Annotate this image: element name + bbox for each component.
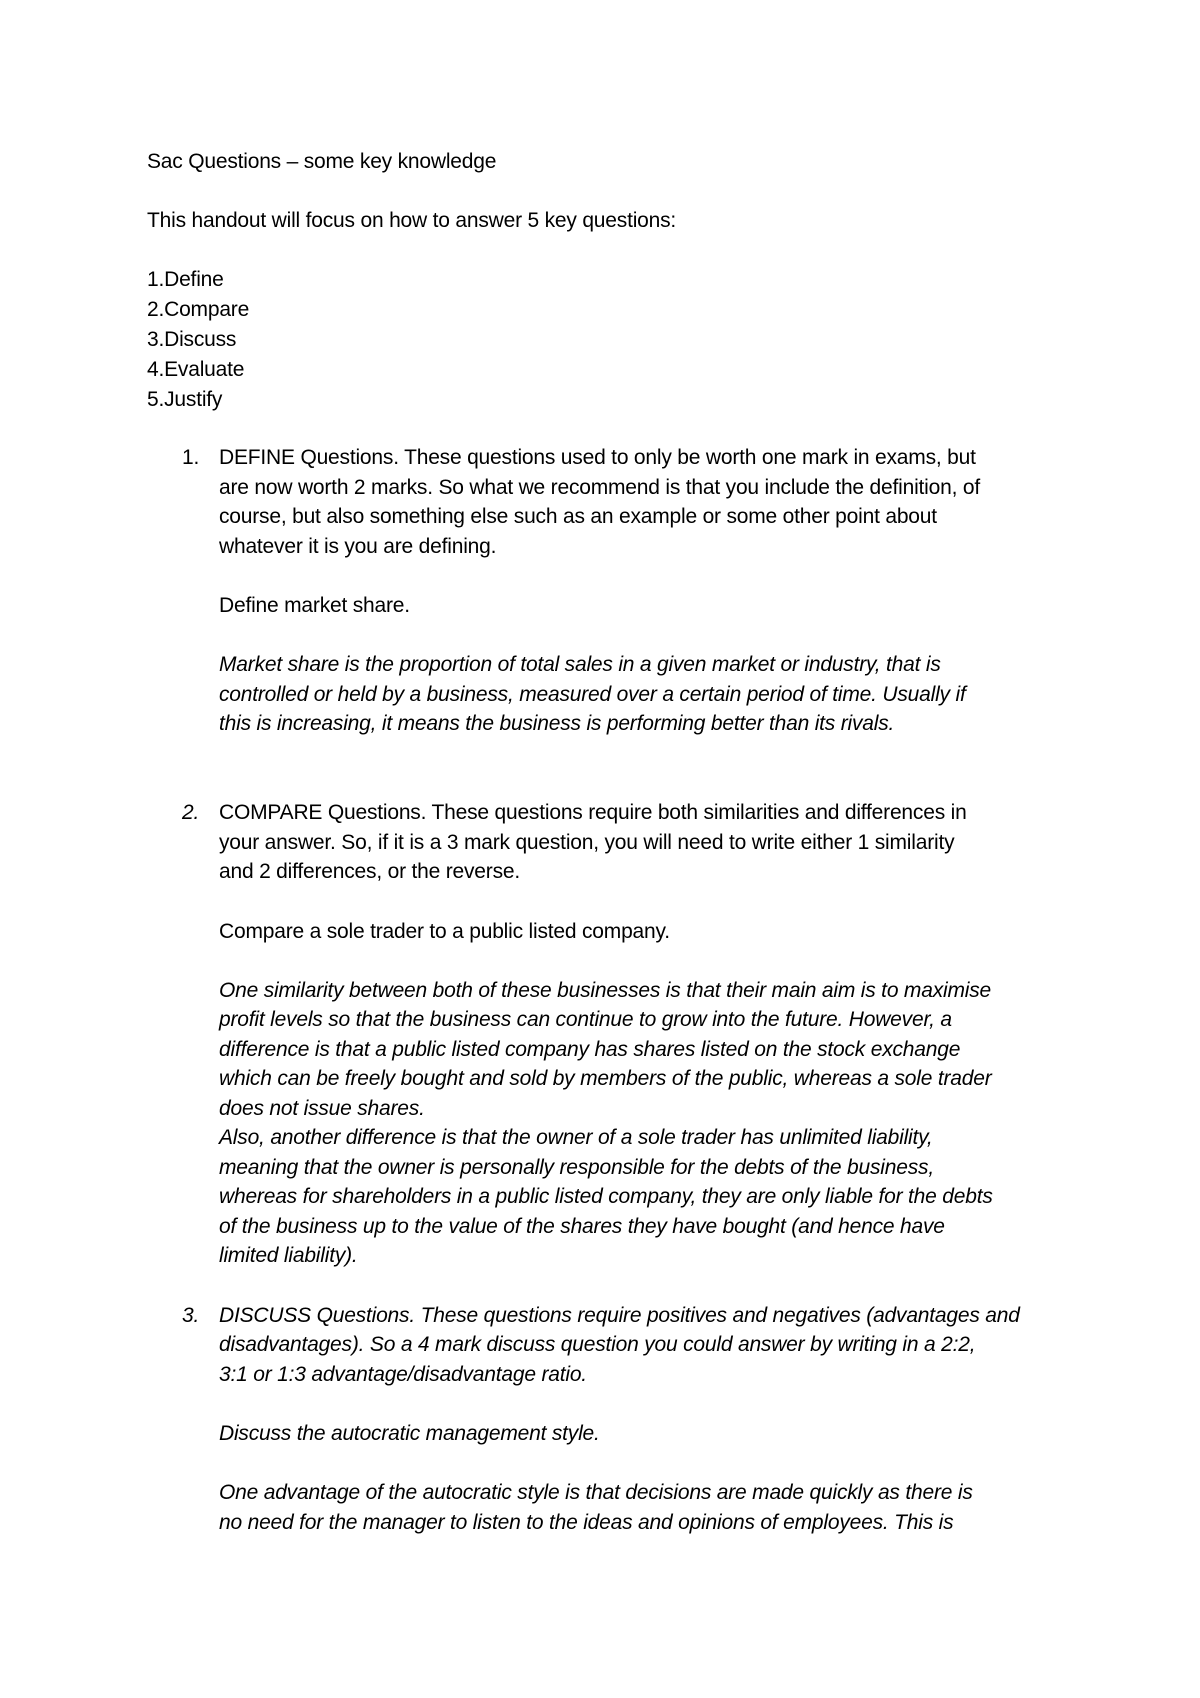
- section-1-body-line: course, but also something else such as an example or some other point about: [219, 505, 937, 528]
- section-2-answer-line: difference is that a public listed company has shares listed on the stock exchange: [219, 1038, 961, 1061]
- section-1-answer-line: controlled or held by a business, measured over a certain period of time. Usually if: [219, 683, 966, 706]
- section-1-question: Define market share.: [219, 594, 410, 617]
- section-3-answer-line: One advantage of the autocratic style is that decisions are made quickly as there is: [219, 1481, 973, 1504]
- section-2-body-line: your answer. So, if it is a 3 mark question, you will need to write either 1 similarity: [219, 831, 955, 854]
- section-1-number: 1.: [182, 446, 200, 469]
- section-2-answer-line: which can be freely bought and sold by members of the public, whereas a sole trader: [219, 1067, 992, 1090]
- section-1-answer-line: this is increasing, it means the business is performing better than its rivals.: [219, 712, 895, 735]
- list-item-discuss: 3.Discuss: [147, 328, 237, 351]
- section-2-body-line: COMPARE Questions. These questions require both similarities and differences in: [219, 801, 967, 824]
- section-3-body-line: DISCUSS Questions. These questions require positives and negatives (advantages and: [219, 1304, 1020, 1327]
- section-3-answer-line: no need for the manager to listen to the ideas and opinions of employees. This is: [219, 1511, 954, 1534]
- section-2-answer-line: of the business up to the value of the shares they have bought (and hence have: [219, 1215, 945, 1238]
- list-item-define: 1.Define: [147, 268, 224, 291]
- section-2-answer-line: meaning that the owner is personally responsible for the debts of the business,: [219, 1156, 934, 1179]
- section-2-answer-line: One similarity between both of these businesses is that their main aim is to maximise: [219, 979, 992, 1002]
- section-1-answer-line: Market share is the proportion of total sales in a given market or industry, that is: [219, 653, 941, 676]
- document-title: Sac Questions – some key knowledge: [147, 150, 497, 173]
- section-3-body-line: disadvantages). So a 4 mark discuss question you could answer by writing in a 2:2,: [219, 1333, 976, 1356]
- list-item-justify: 5.Justify: [147, 388, 223, 411]
- section-2-answer-line: whereas for shareholders in a public listed company, they are only liable for the debts: [219, 1185, 993, 1208]
- list-item-evaluate: 4.Evaluate: [147, 358, 245, 381]
- intro-text: This handout will focus on how to answer 5 key questions:: [147, 209, 677, 232]
- section-1-body-line: are now worth 2 marks. So what we recommend is that you include the definition, of: [219, 476, 980, 499]
- section-2-question: Compare a sole trader to a public listed company.: [219, 920, 670, 943]
- section-2-answer-line: does not issue shares.: [219, 1097, 425, 1120]
- section-2-number: 2.: [182, 801, 200, 824]
- section-2-answer-line: Also, another difference is that the owner of a sole trader has unlimited liability,: [219, 1126, 933, 1149]
- section-1-body-line: DEFINE Questions. These questions used to only be worth one mark in exams, but: [219, 446, 976, 469]
- section-3-number: 3.: [182, 1304, 200, 1327]
- section-2-answer-line: limited liability).: [219, 1244, 358, 1267]
- section-2-body-line: and 2 differences, or the reverse.: [219, 860, 520, 883]
- section-3-question: Discuss the autocratic management style.: [219, 1422, 600, 1445]
- section-1-body-line: whatever it is you are defining.: [219, 535, 497, 558]
- section-2-answer-line: profit levels so that the business can continue to grow into the future. However, a: [219, 1008, 952, 1031]
- section-3-body-line: 3:1 or 1:3 advantage/disadvantage ratio.: [219, 1363, 587, 1386]
- list-item-compare: 2.Compare: [147, 298, 250, 321]
